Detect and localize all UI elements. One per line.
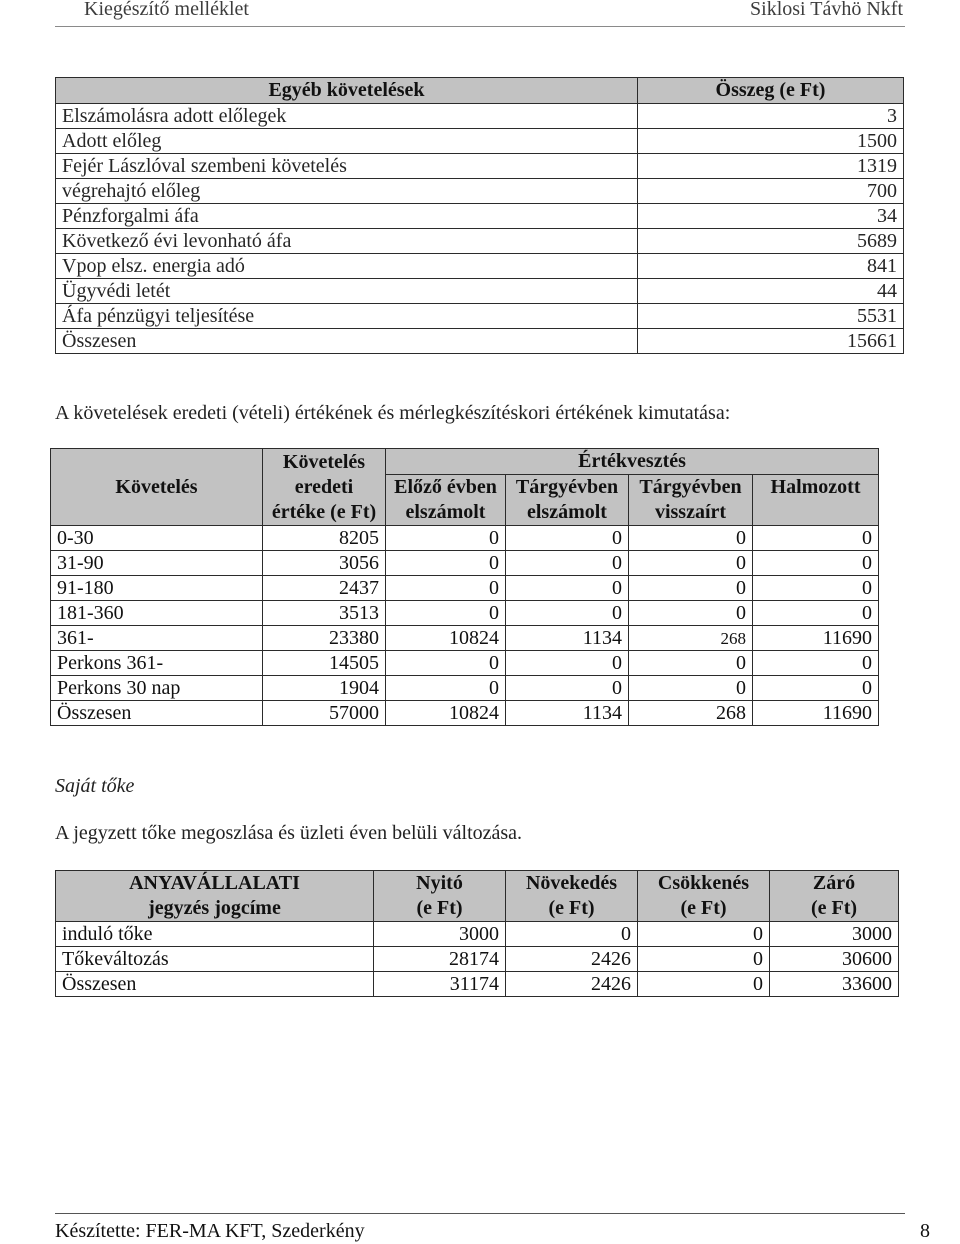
table-row xyxy=(56,329,904,354)
table-row xyxy=(51,576,879,601)
column-header-amount: Összeg (e Ft) xyxy=(638,78,904,104)
receivable-label: Vpop elsz. energia adó xyxy=(56,254,638,279)
current-year-reversal: 0 xyxy=(629,526,753,551)
receivable-amount: 1319 xyxy=(638,154,904,179)
subscribed-capital-table xyxy=(55,870,899,997)
prior-year-impairment: 0 xyxy=(386,576,506,601)
column-header-cumulative xyxy=(753,475,879,526)
header-row xyxy=(51,449,879,475)
header-row xyxy=(56,78,904,104)
increase-value: 2426 xyxy=(506,947,638,972)
current-year-reversal: 0 xyxy=(629,576,753,601)
receivable-label: Elszámolásra adott előlegek xyxy=(56,104,638,129)
table-row xyxy=(51,701,879,726)
current-year-impairment: 0 xyxy=(506,651,629,676)
current-year-reversal: 0 xyxy=(629,676,753,701)
capital-item: Tőkeváltozás xyxy=(56,947,374,972)
table-row xyxy=(56,104,904,129)
closing-value: 33600 xyxy=(770,972,899,997)
receivable-label: Adott előleg xyxy=(56,129,638,154)
prior-year-impairment: 0 xyxy=(386,526,506,551)
aging-bucket: Perkons 361- xyxy=(51,651,263,676)
receivable-amount: 5689 xyxy=(638,229,904,254)
original-value: 57000 xyxy=(263,701,386,726)
other-receivables-header xyxy=(56,78,904,104)
table-row xyxy=(56,154,904,179)
opening-value: 3000 xyxy=(374,922,506,947)
current-year-impairment: 0 xyxy=(506,601,629,626)
aging-bucket: 361- xyxy=(51,626,263,651)
column-group-impairment: Értékvesztés xyxy=(386,449,879,475)
column-header-title xyxy=(56,871,374,922)
header-line: Tárgyévben xyxy=(515,476,619,498)
other-receivables-body xyxy=(56,104,904,354)
document-title: Kiegészítő melléklet xyxy=(84,0,249,20)
header-line: ANYAVÁLLALATI xyxy=(129,872,300,894)
original-value: 3056 xyxy=(263,551,386,576)
header-line: (e Ft) xyxy=(416,897,463,919)
receivable-amount: 34 xyxy=(638,204,904,229)
table-row xyxy=(51,626,879,651)
receivable-label: Következő évi levonható áfa xyxy=(56,229,638,254)
original-value: 3513 xyxy=(263,601,386,626)
decrease-value: 0 xyxy=(638,972,770,997)
impairment-header xyxy=(51,449,879,526)
other-receivables-table xyxy=(55,77,904,354)
column-header-original-value xyxy=(263,449,386,526)
current-year-impairment: 1134 xyxy=(506,701,629,726)
table-row xyxy=(51,551,879,576)
header-line: jegyzés jogcíme xyxy=(148,897,281,919)
table-row xyxy=(56,229,904,254)
column-header-receivable: Egyéb követelések xyxy=(56,78,638,104)
column-header-current-reversed xyxy=(629,475,753,526)
footer-divider xyxy=(55,1213,905,1214)
header-line: Előző évben xyxy=(394,476,497,498)
header-line: elszámolt xyxy=(405,501,486,523)
cumulative-impairment: 11690 xyxy=(753,701,879,726)
cumulative-impairment: 0 xyxy=(753,551,879,576)
current-year-impairment: 0 xyxy=(506,676,629,701)
column-header-closing xyxy=(770,871,899,922)
receivable-label: Összesen xyxy=(56,329,638,354)
footer-author: Készítette: FER-MA KFT, Szederkény xyxy=(55,1220,365,1242)
cumulative-impairment: 0 xyxy=(753,676,879,701)
closing-value: 30600 xyxy=(770,947,899,972)
company-name: Siklosi Távhö Nkft xyxy=(750,0,903,20)
aging-bucket: Perkons 30 nap xyxy=(51,676,263,701)
prior-year-impairment: 0 xyxy=(386,601,506,626)
table-row xyxy=(51,651,879,676)
cumulative-impairment: 0 xyxy=(753,576,879,601)
receivable-amount: 841 xyxy=(638,254,904,279)
decrease-value: 0 xyxy=(638,947,770,972)
capital-item: induló tőke xyxy=(56,922,374,947)
table-row xyxy=(51,526,879,551)
cumulative-impairment: 0 xyxy=(753,651,879,676)
column-header-decrease xyxy=(638,871,770,922)
column-header-opening xyxy=(374,871,506,922)
aging-bucket: 0-30 xyxy=(51,526,263,551)
equity-intro-text: A jegyzett tőke megoszlása és üzleti éven belüli változása. xyxy=(55,822,523,844)
receivable-amount: 1500 xyxy=(638,129,904,154)
aging-bucket: 91-180 xyxy=(51,576,263,601)
increase-value: 2426 xyxy=(506,972,638,997)
prior-year-impairment: 0 xyxy=(386,551,506,576)
header-line: Halmozott xyxy=(770,476,861,498)
impairment-body xyxy=(51,526,879,726)
header-line: Növekedés xyxy=(525,872,618,894)
table-row xyxy=(56,254,904,279)
original-value: 23380 xyxy=(263,626,386,651)
column-header-current-charged xyxy=(506,475,629,526)
receivable-amount: 44 xyxy=(638,279,904,304)
column-header-receivable: Követelés xyxy=(51,449,263,526)
capital-item: Összesen xyxy=(56,972,374,997)
opening-value: 31174 xyxy=(374,972,506,997)
closing-value: 3000 xyxy=(770,922,899,947)
original-value: 1904 xyxy=(263,676,386,701)
receivables-impairment-table xyxy=(50,448,879,726)
receivable-label: Áfa pénzügyi teljesítése xyxy=(56,304,638,329)
aging-bucket: 31-90 xyxy=(51,551,263,576)
aging-bucket: 181-360 xyxy=(51,601,263,626)
impairment-intro-text: A követelések eredeti (vételi) értékének és mérlegkészítéskori értékének kimutatása: xyxy=(55,402,731,424)
table-row xyxy=(56,204,904,229)
capital-header xyxy=(56,871,899,922)
aging-bucket: Összesen xyxy=(51,701,263,726)
current-year-impairment: 0 xyxy=(506,551,629,576)
cumulative-impairment: 0 xyxy=(753,526,879,551)
prior-year-impairment: 0 xyxy=(386,651,506,676)
prior-year-impairment: 0 xyxy=(386,676,506,701)
table-row xyxy=(56,129,904,154)
current-year-impairment: 1134 xyxy=(506,626,629,651)
header-line: Nyitó xyxy=(416,872,463,894)
receivable-label: végrehajtó előleg xyxy=(56,179,638,204)
current-year-reversal: 0 xyxy=(629,601,753,626)
header-line: eredeti xyxy=(294,475,354,498)
header-line: (e Ft) xyxy=(548,897,595,919)
receivable-label: Pénzforgalmi áfa xyxy=(56,204,638,229)
table-row xyxy=(56,947,899,972)
increase-value: 0 xyxy=(506,922,638,947)
original-value: 2437 xyxy=(263,576,386,601)
header-line: (e Ft) xyxy=(680,897,727,919)
cumulative-impairment: 0 xyxy=(753,601,879,626)
receivable-amount: 15661 xyxy=(638,329,904,354)
table-row xyxy=(56,179,904,204)
cumulative-impairment: 11690 xyxy=(753,626,879,651)
table-row xyxy=(56,922,899,947)
column-header-prior-year xyxy=(386,475,506,526)
header-row xyxy=(56,871,899,922)
table-row xyxy=(51,601,879,626)
header-line: Záró xyxy=(812,872,856,894)
current-year-reversal: 0 xyxy=(629,651,753,676)
table-row xyxy=(56,972,899,997)
current-year-impairment: 0 xyxy=(506,576,629,601)
decrease-value: 0 xyxy=(638,922,770,947)
capital-body xyxy=(56,922,899,997)
prior-year-impairment: 10824 xyxy=(386,701,506,726)
table-row xyxy=(56,304,904,329)
receivable-amount: 3 xyxy=(638,104,904,129)
original-value: 14505 xyxy=(263,651,386,676)
page-number: 8 xyxy=(920,1220,930,1242)
table-row xyxy=(56,279,904,304)
section-title: Saját tőke xyxy=(55,775,135,797)
header-line: Követelés xyxy=(282,450,366,473)
current-year-reversal: 268 xyxy=(629,701,753,726)
header-line: (e Ft) xyxy=(810,897,858,919)
column-header-increase xyxy=(506,871,638,922)
current-year-reversal: 0 xyxy=(629,551,753,576)
current-year-reversal: 268 xyxy=(629,626,753,651)
header-line: visszaírt xyxy=(654,501,727,523)
header-divider xyxy=(55,26,905,27)
receivable-amount: 5531 xyxy=(638,304,904,329)
prior-year-impairment: 10824 xyxy=(386,626,506,651)
opening-value: 28174 xyxy=(374,947,506,972)
header-line: értéke (e Ft) xyxy=(271,500,377,523)
header-line: Tárgyévben xyxy=(639,476,742,498)
original-value: 8205 xyxy=(263,526,386,551)
table-row xyxy=(51,676,879,701)
header-line: Csökkenés xyxy=(657,872,750,894)
header-line: elszámolt xyxy=(527,501,607,523)
current-year-impairment: 0 xyxy=(506,526,629,551)
receivable-label: Ügyvédi letét xyxy=(56,279,638,304)
receivable-label: Fejér Lászlóval szembeni követelés xyxy=(56,154,638,179)
receivable-amount: 700 xyxy=(638,179,904,204)
